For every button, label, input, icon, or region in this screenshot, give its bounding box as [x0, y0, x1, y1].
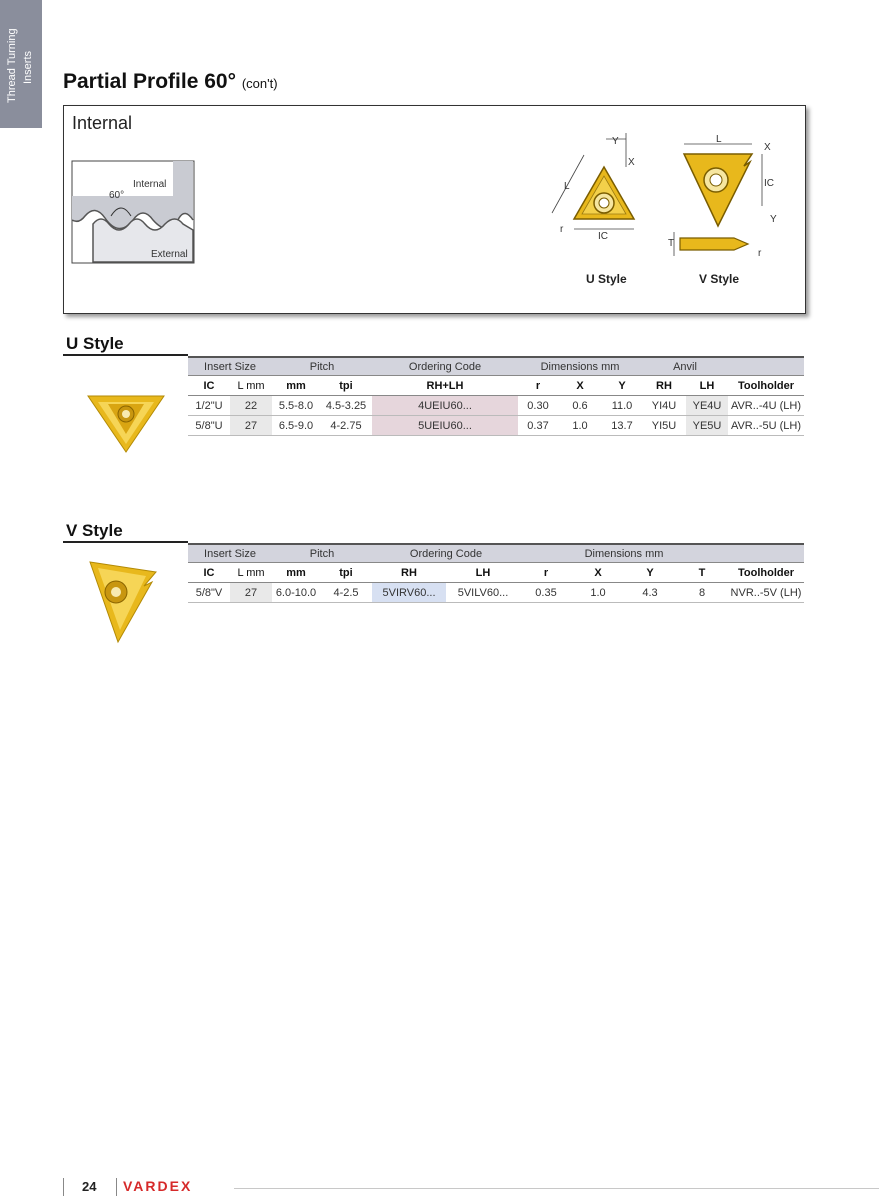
u-cell: YI5U: [642, 416, 686, 436]
page-title-suffix: (con't): [241, 76, 278, 91]
v-col-lh: LH: [446, 563, 520, 583]
u-cell: 0.6: [558, 396, 602, 416]
v-style-group-header-row: [188, 544, 804, 563]
v-dim-t: T: [668, 238, 675, 249]
side-tab-line1: Thread Turning: [6, 28, 18, 103]
u-col-x: X: [558, 376, 602, 396]
u-group-pitch: Pitch: [272, 357, 372, 376]
v-col-l: L mm: [230, 563, 272, 583]
side-tab-line2: Inserts: [22, 50, 34, 84]
v-style-insert-diagram: [666, 134, 792, 260]
u-ordering-code-cell: 5UEIU60...: [372, 416, 518, 436]
v-cell: 1.0: [572, 583, 624, 603]
table-row: [188, 416, 804, 436]
u-col-anvil-rh: RH: [642, 376, 686, 396]
internal-diagram-box: [63, 105, 806, 314]
v-style-underline: [63, 541, 188, 543]
table-row: [188, 583, 804, 603]
v-style-table: [188, 543, 804, 603]
u-cell: 5.5-8.0: [272, 396, 320, 416]
u-cell: 4-2.75: [320, 416, 372, 436]
profile-label-external: External: [151, 249, 188, 260]
thread-profile-diagram: [71, 160, 195, 264]
footer-rule: [234, 1188, 879, 1189]
u-col-anvil-lh: LH: [686, 376, 728, 396]
u-group-anvil: Anvil: [642, 357, 728, 376]
u-col-rhlh: RH+LH: [372, 376, 518, 396]
u-style-underline: [63, 354, 188, 356]
u-col-toolholder: Toolholder: [728, 376, 804, 396]
v-dim-y: Y: [770, 214, 777, 225]
u-style-sub-header-row: [188, 376, 804, 396]
u-cell: YE4U: [686, 396, 728, 416]
v-ordering-code-rh-cell: 5VIRV60...: [372, 583, 446, 603]
u-cell: 4.5-3.25: [320, 396, 372, 416]
v-col-x: X: [572, 563, 624, 583]
v-col-rh: RH: [372, 563, 446, 583]
v-col-r: r: [520, 563, 572, 583]
u-cell: 11.0: [602, 396, 642, 416]
page-number: 24: [82, 1179, 97, 1194]
u-col-y: Y: [602, 376, 642, 396]
brand-logo: VARDEX: [123, 1178, 193, 1194]
u-cell: AVR..-4U (LH): [728, 396, 804, 416]
v-dim-x: X: [764, 142, 771, 153]
u-cell: 1.0: [558, 416, 602, 436]
table-row: [188, 396, 804, 416]
v-style-caption: V Style: [699, 272, 740, 286]
u-cell: 22: [230, 396, 272, 416]
page-title: [63, 70, 278, 94]
v-style-heading: V Style: [66, 521, 123, 540]
u-cell: AVR..-5U (LH): [728, 416, 804, 436]
u-style-table: [188, 356, 804, 436]
u-cell: YI4U: [642, 396, 686, 416]
u-col-l: L mm: [230, 376, 272, 396]
profile-label-internal: Internal: [133, 179, 167, 190]
u-dim-r: r: [560, 224, 564, 235]
v-col-mm: mm: [272, 563, 320, 583]
u-col-ic: IC: [188, 376, 230, 396]
u-style-insert-image: [84, 390, 168, 454]
footer-divider: [63, 1178, 64, 1196]
u-cell: 1/2"U: [188, 396, 230, 416]
v-cell: 4.3: [624, 583, 676, 603]
v-col-ic: IC: [188, 563, 230, 583]
u-col-tpi: tpi: [320, 376, 372, 396]
v-group-ordering-code: Ordering Code: [372, 544, 520, 563]
v-group-dimensions: Dimensions mm: [520, 544, 728, 563]
u-style-heading: U Style: [66, 334, 124, 353]
internal-box-title: Internal: [72, 113, 133, 133]
u-style-group-header-row: [188, 357, 804, 376]
page-title-text: Partial Profile 60°: [63, 70, 236, 93]
u-style-caption: U Style: [586, 272, 627, 286]
v-cell: 8: [676, 583, 728, 603]
v-cell: 6.0-10.0: [272, 583, 320, 603]
v-cell: 5/8"V: [188, 583, 230, 603]
u-group-insert-size: Insert Size: [188, 357, 272, 376]
u-cell: 5/8"U: [188, 416, 230, 436]
v-style-sub-header-row: [188, 563, 804, 583]
v-cell: NVR..-5V (LH): [728, 583, 804, 603]
u-dim-l: L: [564, 181, 570, 192]
u-cell: 0.30: [518, 396, 558, 416]
v-group-pitch: Pitch: [272, 544, 372, 563]
v-dim-ic: IC: [764, 178, 774, 189]
u-cell: 6.5-9.0: [272, 416, 320, 436]
v-cell: 0.35: [520, 583, 572, 603]
v-col-y: Y: [624, 563, 676, 583]
u-ordering-code-cell: 4UEIU60...: [372, 396, 518, 416]
v-col-toolholder: Toolholder: [728, 563, 804, 583]
u-cell: 0.37: [518, 416, 558, 436]
u-col-r: r: [518, 376, 558, 396]
section-side-tab: [0, 0, 42, 128]
u-dim-x: X: [628, 157, 635, 168]
v-style-insert-image: [86, 556, 162, 644]
u-cell: 13.7: [602, 416, 642, 436]
u-col-mm: mm: [272, 376, 320, 396]
v-col-tpi: tpi: [320, 563, 372, 583]
u-dim-y: Y: [612, 136, 619, 147]
u-group-dimensions: Dimensions mm: [518, 357, 642, 376]
u-style-insert-diagram: [546, 133, 656, 248]
profile-label-angle: 60°: [109, 190, 125, 201]
u-cell: 27: [230, 416, 272, 436]
v-dim-l: L: [716, 134, 722, 145]
u-cell: YE5U: [686, 416, 728, 436]
u-dim-ic: IC: [598, 231, 608, 242]
v-group-insert-size: Insert Size: [188, 544, 272, 563]
u-group-ordering-code: Ordering Code: [372, 357, 518, 376]
v-cell: 4-2.5: [320, 583, 372, 603]
v-col-t: T: [676, 563, 728, 583]
footer-divider: [116, 1178, 117, 1196]
v-cell: 27: [230, 583, 272, 603]
v-ordering-code-lh-cell: 5VILV60...: [446, 583, 520, 603]
v-dim-r: r: [758, 248, 762, 259]
